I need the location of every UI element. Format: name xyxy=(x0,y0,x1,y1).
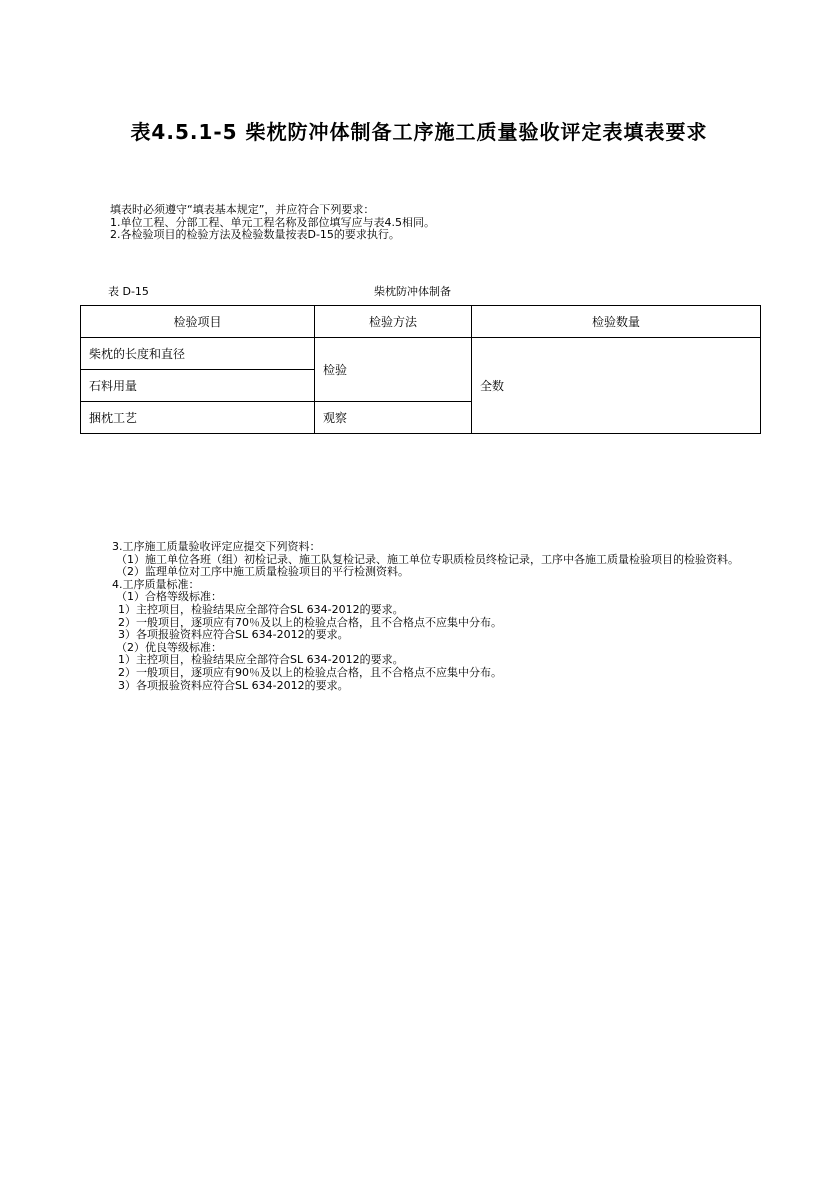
note-line: 4.工序质量标准： xyxy=(112,577,200,591)
cell-method: 检验 xyxy=(315,338,472,402)
header-item: 检验项目 xyxy=(81,306,315,338)
inspection-table xyxy=(80,305,761,434)
cell-item: 柴枕的长度和直径 xyxy=(81,338,315,370)
note-line: 1）主控项目，检验结果应全部符合SL 634-2012的要求。 xyxy=(118,653,404,667)
table-name: 柴枕防冲体制备 xyxy=(374,285,451,298)
intro-section xyxy=(110,204,435,242)
note-line: 1）主控项目，检验结果应全部符合SL 634-2012的要求。 xyxy=(118,602,404,616)
cell-item: 石料用量 xyxy=(81,370,315,402)
note-line: （2）优良等级标准： xyxy=(116,640,222,654)
note-line: （2）监理单位对工序中施工质量检验项目的平行检测资料。 xyxy=(116,565,409,579)
note-line: 3）各项报验资料应符合SL 634-2012的要求。 xyxy=(118,628,349,642)
intro-line: 2.各检验项目的检验方法及检验数量按表D-15的要求执行。 xyxy=(110,228,400,241)
page-title: 表4.5.1-5 柴枕防冲体制备工序施工质量验收评定表填表要求 xyxy=(130,120,708,144)
intro-line: 1.单位工程、分部工程、单元工程名称及部位填写应与表4.5相同。 xyxy=(110,215,435,229)
table-code: 表 D-15 xyxy=(108,285,149,298)
intro-line: 填表时必须遵守“填表基本规定”，并应符合下列要求： xyxy=(110,203,375,216)
table-header-row xyxy=(81,306,761,338)
note-line: （1）合格等级标准： xyxy=(116,590,222,604)
notes-section xyxy=(82,541,762,692)
table-row xyxy=(81,338,761,370)
header-method: 检验方法 xyxy=(315,306,472,338)
cell-quantity: 全数 xyxy=(472,338,761,434)
cell-method: 观察 xyxy=(315,402,472,434)
cell-item: 捆枕工艺 xyxy=(81,402,315,434)
note-line: （1）施工单位各班（组）初检记录、施工队复检记录、施工单位专职质检员终检记录，工序中各施工质量检验项目的检验资料。 xyxy=(116,552,739,566)
note-line: 3.工序施工质量验收评定应提交下列资料： xyxy=(112,540,321,553)
note-line: 2）一般项目，逐项应有70％及以上的检验点合格，且不合格点不应集中分布。 xyxy=(118,615,502,629)
note-line: 3）各项报验资料应符合SL 634-2012的要求。 xyxy=(118,678,349,692)
header-quantity: 检验数量 xyxy=(472,306,761,338)
note-line: 2）一般项目，逐项应有90％及以上的检验点合格，且不合格点不应集中分布。 xyxy=(118,665,502,679)
